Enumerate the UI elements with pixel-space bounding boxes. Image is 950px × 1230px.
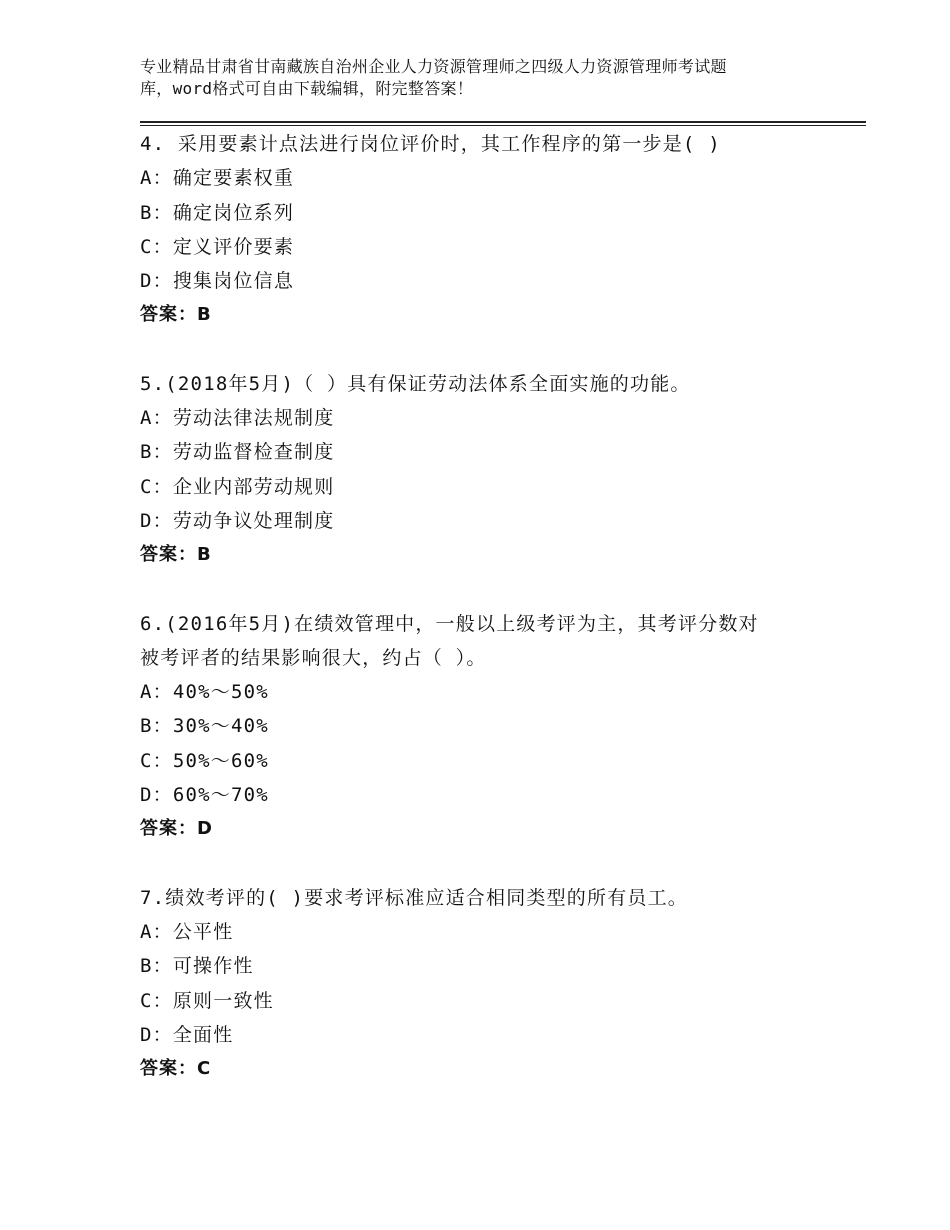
question-stem: 6.(2016年5月)在绩效管理中，一般以上级考评为主，其考评分数对 [140,612,759,635]
answer-label: 答案：B [140,304,212,326]
option-c: C：50%～60% [140,749,269,772]
option-c: C：定义评价要素 [140,235,295,258]
header-divider-thin [140,125,866,126]
option-a: A：40%～50% [140,681,269,704]
option-b: B：劳动监督检查制度 [140,441,335,464]
answer-label: 答案：D [140,818,213,840]
header-line-1: 专业精品甘肃省甘南藏族自治州企业人力资源管理师之四级人力资源管理师考试题 [140,57,727,76]
option-b: B：可操作性 [140,955,254,978]
question-stem: 4. 采用要素计点法进行岗位评价时，其工作程序的第一步是( ) [140,133,721,155]
option-c: C：企业内部劳动规则 [140,475,335,498]
question-stem-continued: 被考评者的结果影响很大，约占（ ）。 [140,646,487,669]
question-5 [140,367,840,573]
header-divider-thick [140,121,866,123]
header-line-2: 库，word格式可自由下载编辑，附完整答案！ [140,79,474,98]
question-7 [140,881,840,1087]
question-stem: 7.绩效考评的( )要求考评标准应适合相同类型的所有员工。 [140,886,688,909]
question-6 [140,607,840,847]
option-a: A：公平性 [140,920,234,943]
document-header [140,56,830,100]
option-d: D：劳动争议处理制度 [140,509,335,532]
option-d: D：60%～70% [140,784,269,807]
question-4 [140,127,840,333]
question-stem: 5.(2018年5月)（ ）具有保证劳动法体系全面实施的功能。 [140,372,691,395]
option-b: B：30%～40% [140,715,269,738]
answer-label: 答案：B [140,544,212,566]
question-list [140,127,840,1086]
option-d: D：搜集岗位信息 [140,270,295,293]
answer-label: 答案：C [140,1058,212,1080]
option-a: A：确定要素权重 [140,167,295,190]
option-b: B：确定岗位系列 [140,201,295,224]
option-c: C：原则一致性 [140,989,274,1012]
option-d: D：全面性 [140,1023,234,1046]
option-a: A：劳动法律法规制度 [140,407,335,430]
